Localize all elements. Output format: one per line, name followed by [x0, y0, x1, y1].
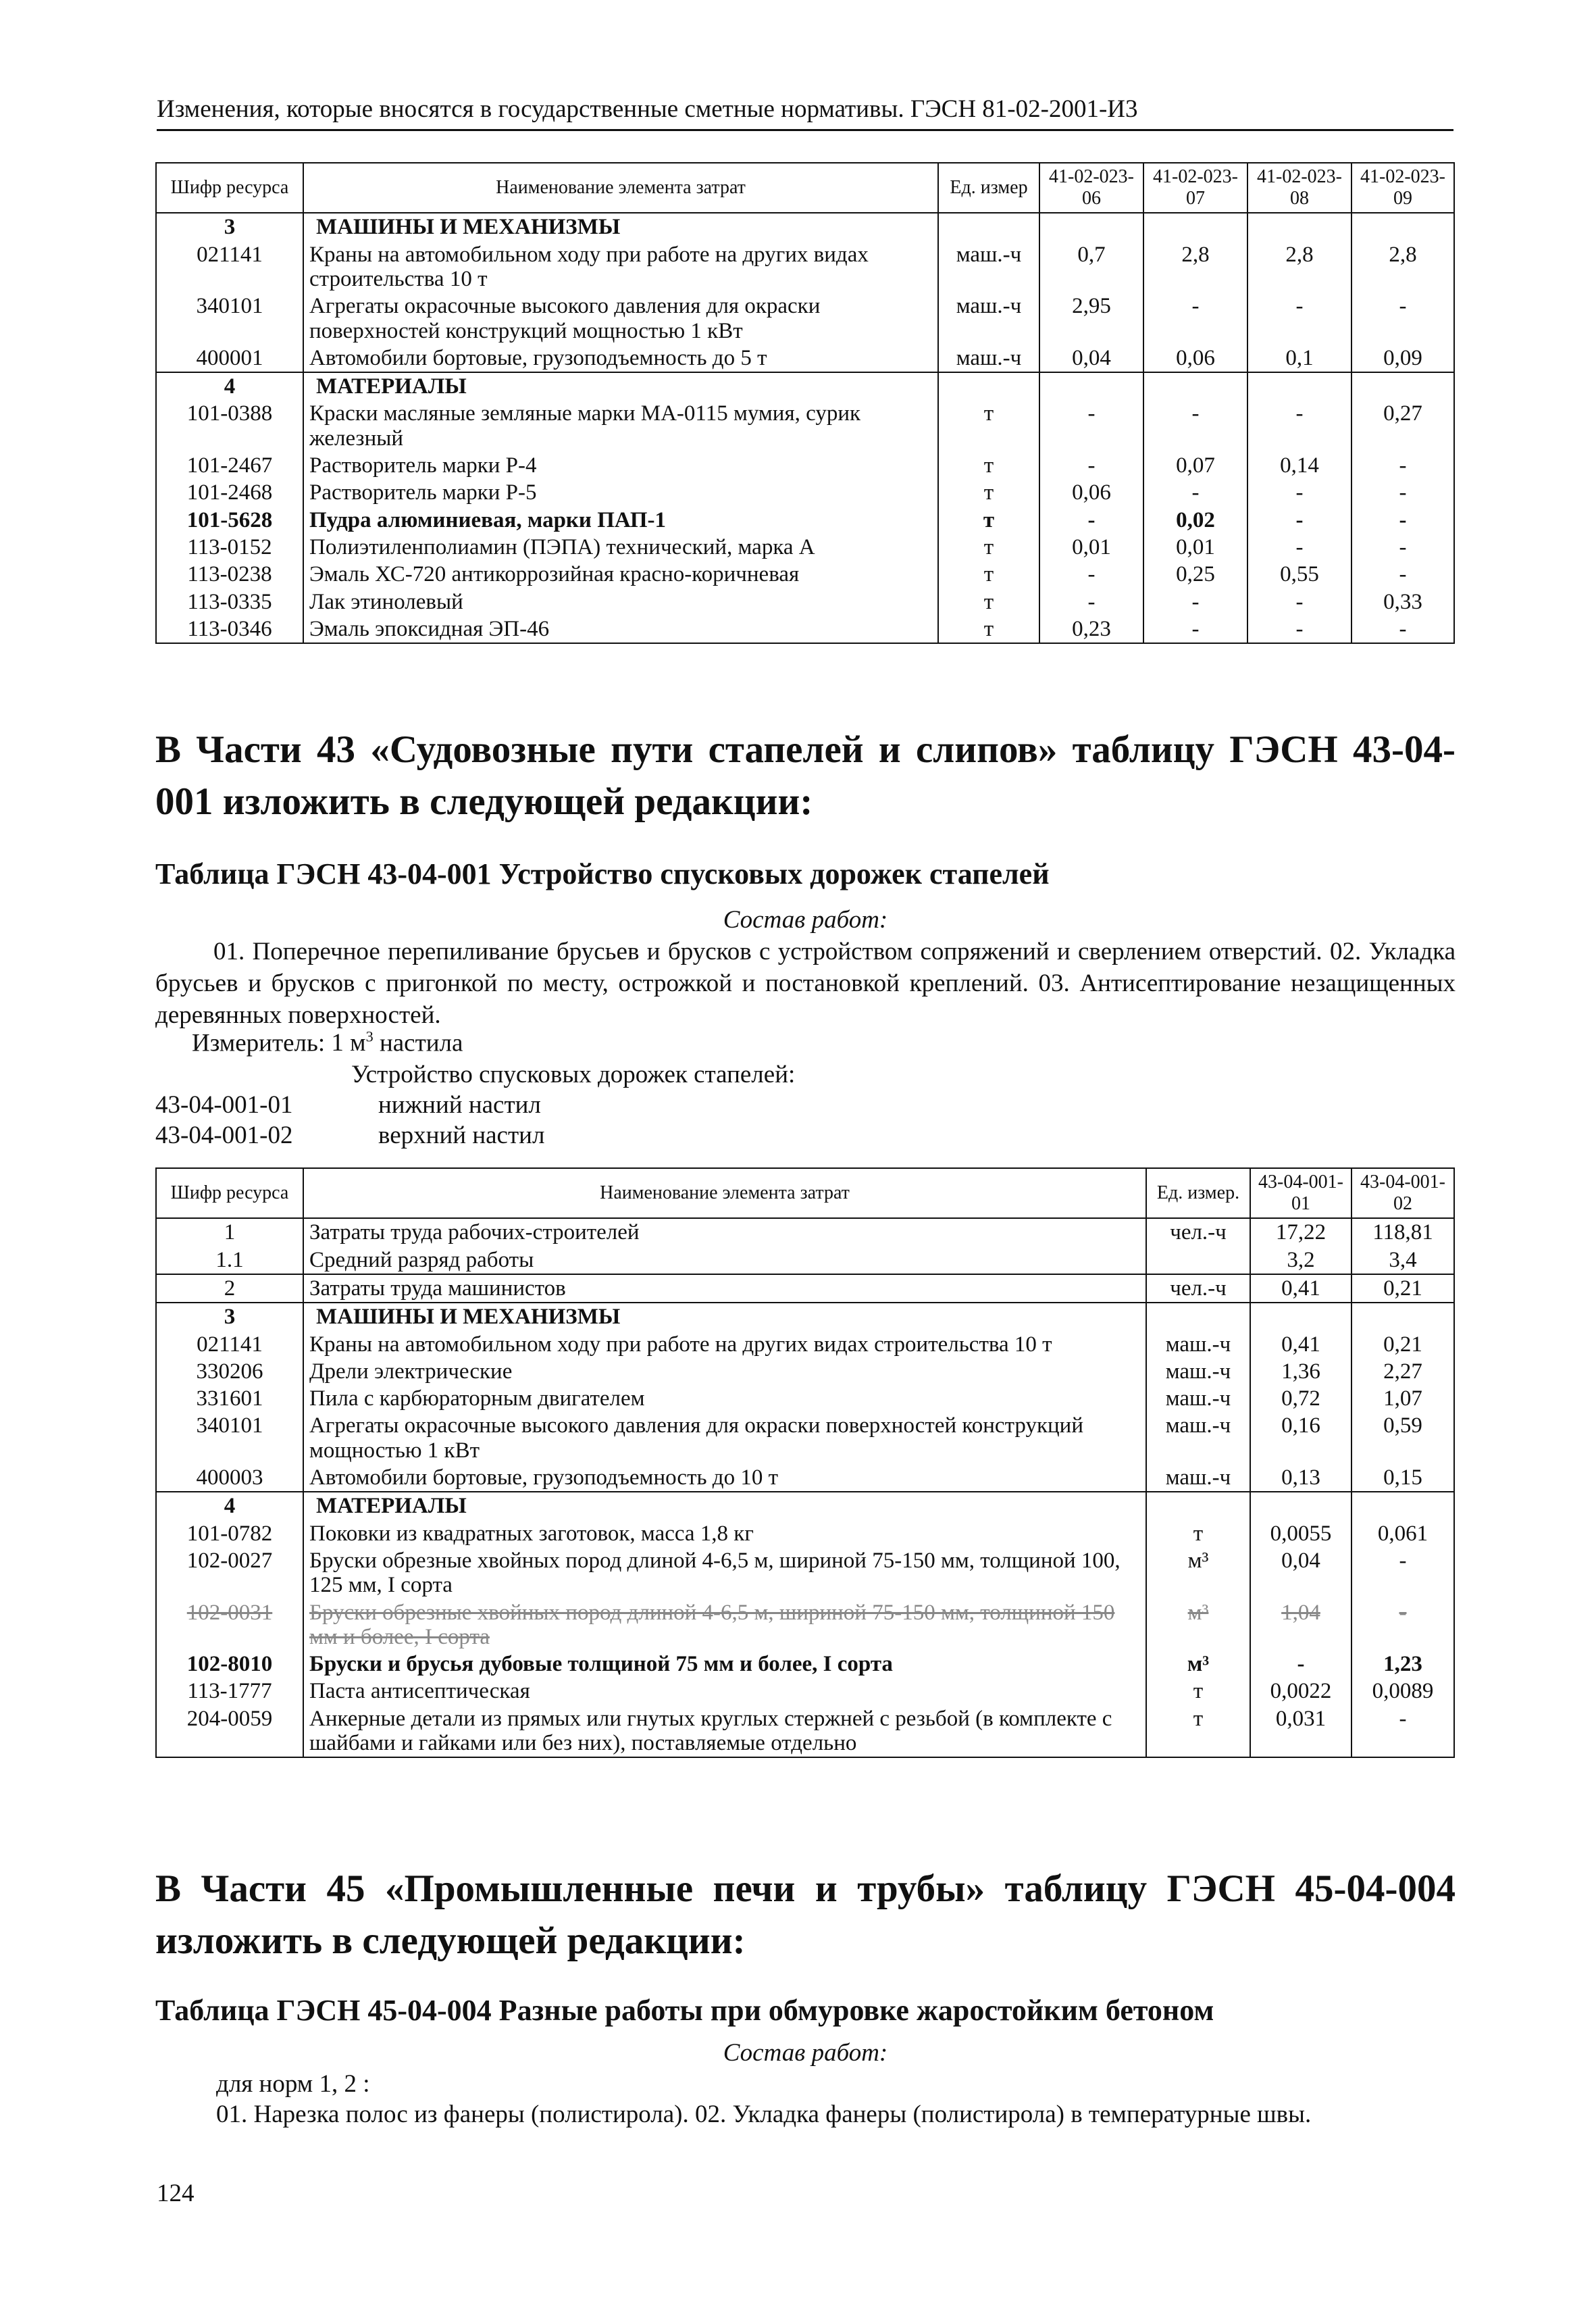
table-row	[156, 1492, 1454, 1519]
norm-name: нижний настил	[378, 1091, 541, 1119]
table-row	[156, 400, 1454, 452]
table-row	[156, 213, 1454, 241]
resource-code: 1.1	[156, 1247, 303, 1274]
table-row	[156, 241, 1454, 293]
value-cell: 0,04	[1250, 1547, 1352, 1599]
value-cell: -	[1250, 1651, 1352, 1678]
resource-code: 101-0388	[156, 400, 303, 452]
table-row	[156, 1274, 1454, 1303]
value-cell: 0,1	[1247, 345, 1352, 372]
work-composition-caption: Состав работ:	[723, 906, 888, 934]
resource-code: 101-0782	[156, 1520, 303, 1547]
cost-element-name: Краны на автомобильном ходу при работе на других видах строительства 10 т	[303, 1331, 1146, 1358]
page-header: Изменения, которые вносятся в государственные сметные нормативы. ГЭСН 81-02-2001-И3	[157, 95, 1453, 131]
resource-code: 101-5628	[156, 507, 303, 534]
table-row	[156, 345, 1454, 372]
value-cell: 1,07	[1352, 1385, 1454, 1412]
value-cell: 0,02	[1143, 507, 1247, 534]
resource-code: 331601	[156, 1385, 303, 1412]
value-cell: -	[1352, 452, 1454, 479]
value-cell	[1143, 213, 1247, 241]
measure-label: Измеритель:	[192, 1029, 326, 1057]
value-cell: 2,27	[1352, 1358, 1454, 1385]
table-row	[156, 1678, 1454, 1705]
unit-cell: т	[938, 479, 1039, 506]
value-cell: -	[1039, 561, 1143, 588]
value-cell: -	[1247, 293, 1352, 345]
unit-cell	[938, 372, 1039, 400]
cost-element-name: Автомобили бортовые, грузоподъемность до 5 т	[303, 345, 938, 372]
measure-line	[192, 1028, 463, 1057]
unit-cell: т	[938, 534, 1039, 561]
unit-cell: маш.-ч	[1146, 1412, 1250, 1464]
table-row	[156, 588, 1454, 615]
unit-cell: т	[938, 561, 1039, 588]
table-row	[156, 293, 1454, 345]
unit-cell: т	[938, 452, 1039, 479]
table-row	[156, 615, 1454, 643]
column-header: Шифр ресурса	[156, 163, 303, 213]
value-cell: 0,01	[1143, 534, 1247, 561]
value-cell: 0,01	[1039, 534, 1143, 561]
cost-element-name: Лак этинолевый	[303, 588, 938, 615]
resource-code: 3	[156, 1303, 303, 1330]
value-cell: 0,14	[1247, 452, 1352, 479]
resource-table-41-02-023	[155, 162, 1455, 644]
value-cell: 0,7	[1039, 241, 1143, 293]
value-cell: 0,09	[1352, 345, 1454, 372]
value-cell: 2,8	[1352, 241, 1454, 293]
cost-element-name: Паста антисептическая	[303, 1678, 1146, 1705]
column-header: 41-02-023-06	[1039, 163, 1143, 213]
cost-element-name: Автомобили бортовые, грузоподъемность до 10 т	[303, 1464, 1146, 1492]
table-row	[156, 1303, 1454, 1330]
table-row	[156, 1705, 1454, 1758]
value-cell: 0,72	[1250, 1385, 1352, 1412]
value-cell: -	[1352, 615, 1454, 643]
norm-code: 43-04-001-02	[155, 1122, 293, 1149]
resource-code: 021141	[156, 1331, 303, 1358]
value-cell	[1247, 372, 1352, 400]
value-cell: 3,4	[1352, 1247, 1454, 1274]
value-cell: 0,21	[1352, 1274, 1454, 1303]
column-header: 43-04-001-01	[1250, 1168, 1352, 1218]
cost-element-name: Растворитель марки Р-5	[303, 479, 938, 506]
unit-cell	[1146, 1303, 1250, 1330]
table-row	[156, 1247, 1454, 1274]
column-header: Ед. измер.	[1146, 1168, 1250, 1218]
resource-code: 021141	[156, 241, 303, 293]
value-cell	[1143, 372, 1247, 400]
unit-cell: т	[938, 507, 1039, 534]
value-cell: 0,07	[1143, 452, 1247, 479]
cost-element-name: Агрегаты окрасочные высокого давления для окраски поверхностей конструкций мощностью 1 кВт	[303, 293, 938, 345]
table-row	[156, 1331, 1454, 1358]
value-cell: 17,22	[1250, 1218, 1352, 1246]
unit-cell: чел.-ч	[1146, 1274, 1250, 1303]
value-cell: 0,23	[1039, 615, 1143, 643]
unit-cell: т	[938, 615, 1039, 643]
resource-code: 4	[156, 1492, 303, 1519]
column-header: 41-02-023-08	[1247, 163, 1352, 213]
measure-value: 1 $м^3$	[331, 1028, 374, 1057]
value-cell	[1352, 1303, 1454, 1330]
value-cell	[1247, 213, 1352, 241]
unit-cell: м³	[1146, 1547, 1250, 1599]
value-cell: -	[1352, 534, 1454, 561]
table-row	[156, 1412, 1454, 1464]
cost-element-name: Растворитель марки Р-4	[303, 452, 938, 479]
value-cell: 1,04	[1250, 1599, 1352, 1651]
unit-cell: маш.-ч	[938, 293, 1039, 345]
value-cell: 3,2	[1250, 1247, 1352, 1274]
value-cell: 0,41	[1250, 1274, 1352, 1303]
cost-element-name: Дрели электрические	[303, 1358, 1146, 1385]
table-row	[156, 1547, 1454, 1599]
value-cell: 0,25	[1143, 561, 1247, 588]
unit-cell	[1146, 1247, 1250, 1274]
value-cell: -	[1039, 400, 1143, 452]
value-cell: -	[1143, 588, 1247, 615]
unit-cell: т	[1146, 1705, 1250, 1758]
table-row	[156, 1651, 1454, 1678]
column-header: Наименование элемента затрат	[303, 163, 938, 213]
norm-name: верхний настил	[378, 1122, 545, 1149]
resource-code: 340101	[156, 1412, 303, 1464]
resource-code: 3	[156, 213, 303, 241]
resource-code: 204-0059	[156, 1705, 303, 1758]
cost-element-name: Бруски обрезные хвойных пород длиной 4-6,5 м, шириной 75-150 мм, толщиной 100, 125 мм, I сорта	[303, 1547, 1146, 1599]
norms-label: для норм 1, 2 :	[216, 2070, 370, 2098]
resource-code: 113-1777	[156, 1678, 303, 1705]
section-45-heading: В Части 45 «Промышленные печи и трубы» таблицу ГЭСН 45-04-004 изложить в следующей редакции:	[155, 1867, 1456, 1962]
cost-element-name: Бруски и брусья дубовые толщиной 75 мм и более, I сорта	[303, 1651, 1146, 1678]
value-cell: 0,06	[1039, 479, 1143, 506]
cost-element-name: Затраты труда рабочих-строителей	[303, 1218, 1146, 1246]
work-composition-text: 01. Нарезка полос из фанеры (полистирола). 02. Укладка фанеры (полистирола) в температурные швы.	[216, 2101, 1312, 2128]
cost-element-name: Эмаль ХС-720 антикоррозийная красно-коричневая	[303, 561, 938, 588]
value-cell: -	[1143, 293, 1247, 345]
resource-code: 1	[156, 1218, 303, 1246]
value-cell: 0,0055	[1250, 1520, 1352, 1547]
value-cell: -	[1039, 452, 1143, 479]
resource-code: 4	[156, 372, 303, 400]
table-row	[156, 1464, 1454, 1492]
value-cell: -	[1352, 1705, 1454, 1758]
resource-code: 113-0238	[156, 561, 303, 588]
table-row	[156, 1520, 1454, 1547]
cost-element-name: МАТЕРИАЛЫ	[303, 1492, 1146, 1519]
table-row	[156, 1218, 1454, 1246]
value-cell: 0,031	[1250, 1705, 1352, 1758]
unit-cell: маш.-ч	[1146, 1464, 1250, 1492]
value-cell: -	[1352, 507, 1454, 534]
value-cell: -	[1143, 479, 1247, 506]
column-header: Ед. измер	[938, 163, 1039, 213]
value-cell: 2,95	[1039, 293, 1143, 345]
value-cell: 0,21	[1352, 1331, 1454, 1358]
table-43-title: Таблица ГЭСН 43-04-001 Устройство спусковых дорожек стапелей	[155, 857, 1050, 890]
column-header: Наименование элемента затрат	[303, 1168, 1146, 1218]
value-cell: -	[1352, 1547, 1454, 1599]
value-cell: 2,8	[1143, 241, 1247, 293]
value-cell: 0,13	[1250, 1464, 1352, 1492]
resource-code: 102-0027	[156, 1547, 303, 1599]
value-cell: -	[1352, 479, 1454, 506]
value-cell: 0,41	[1250, 1331, 1352, 1358]
resource-table-43-04-001	[155, 1167, 1455, 1758]
value-cell: 0,27	[1352, 400, 1454, 452]
cost-element-name: Полиэтиленполиамин (ПЭПА) технический, марка А	[303, 534, 938, 561]
unit-cell: т	[1146, 1678, 1250, 1705]
value-cell	[1039, 372, 1143, 400]
cost-element-name: Бруски обрезные хвойных пород длиной 4-6,5 м, шириной 75-150 мм, толщиной 150 мм и более, I сорта	[303, 1599, 1146, 1651]
cost-element-name: Средний разряд работы	[303, 1247, 1146, 1274]
column-header: Шифр ресурса	[156, 1168, 303, 1218]
value-cell: -	[1143, 400, 1247, 452]
cost-element-name: МАТЕРИАЛЫ	[303, 372, 938, 400]
value-cell: -	[1143, 615, 1247, 643]
cost-element-name: Краны на автомобильном ходу при работе на других видах строительства 10 т	[303, 241, 938, 293]
value-cell: -	[1247, 479, 1352, 506]
cost-element-name: Краски масляные земляные марки МА-0115 мумия, сурик железный	[303, 400, 938, 452]
table-row	[156, 534, 1454, 561]
unit-cell: т	[1146, 1520, 1250, 1547]
resource-code: 113-0152	[156, 534, 303, 561]
value-cell: 2,8	[1247, 241, 1352, 293]
unit-cell: маш.-ч	[938, 345, 1039, 372]
measure-unit: настила	[379, 1029, 463, 1057]
work-composition-caption: Состав работ:	[723, 2039, 888, 2067]
cost-element-name: Затраты труда машинистов	[303, 1274, 1146, 1303]
unit-cell: маш.-ч	[938, 241, 1039, 293]
table-row	[156, 1385, 1454, 1412]
table-row	[156, 1599, 1454, 1651]
column-header: 41-02-023-09	[1352, 163, 1454, 213]
value-cell: 0,061	[1352, 1520, 1454, 1547]
page-number: 124	[157, 2180, 195, 2207]
device-title: Устройство спусковых дорожек стапелей:	[351, 1061, 796, 1088]
value-cell: 0,16	[1250, 1412, 1352, 1464]
unit-cell: маш.-ч	[1146, 1331, 1250, 1358]
table-row	[156, 507, 1454, 534]
value-cell: -	[1247, 615, 1352, 643]
cost-element-name: Поковки из квадратных заготовок, масса 1,8 кг	[303, 1520, 1146, 1547]
value-cell: 0,55	[1247, 561, 1352, 588]
table-row	[156, 479, 1454, 506]
value-cell: -	[1352, 561, 1454, 588]
value-cell: -	[1039, 588, 1143, 615]
value-cell	[1352, 1492, 1454, 1519]
resource-code: 400003	[156, 1464, 303, 1492]
resource-code: 113-0346	[156, 615, 303, 643]
cost-element-name: МАШИНЫ И МЕХАНИЗМЫ	[303, 213, 938, 241]
resource-code: 102-8010	[156, 1651, 303, 1678]
column-header: 41-02-023-07	[1143, 163, 1247, 213]
cost-element-name: Эмаль эпоксидная ЭП-46	[303, 615, 938, 643]
table-row	[156, 561, 1454, 588]
value-cell: 0,33	[1352, 588, 1454, 615]
column-header: 43-04-001-02	[1352, 1168, 1454, 1218]
unit-cell: маш.-ч	[1146, 1358, 1250, 1385]
norm-code: 43-04-001-01	[155, 1091, 293, 1119]
value-cell	[1352, 372, 1454, 400]
value-cell: 0,0022	[1250, 1678, 1352, 1705]
value-cell	[1250, 1492, 1352, 1519]
resource-code: 400001	[156, 345, 303, 372]
unit-cell: м³	[1146, 1599, 1250, 1651]
value-cell: -	[1039, 507, 1143, 534]
value-cell: -	[1247, 534, 1352, 561]
resource-code: 113-0335	[156, 588, 303, 615]
unit-cell	[1146, 1492, 1250, 1519]
cost-element-name: Агрегаты окрасочные высокого давления для окраски поверхностей конструкций мощностью 1 кВт	[303, 1412, 1146, 1464]
value-cell: -	[1247, 507, 1352, 534]
value-cell: 0,06	[1143, 345, 1247, 372]
cost-element-name: МАШИНЫ И МЕХАНИЗМЫ	[303, 1303, 1146, 1330]
resource-code: 101-2467	[156, 452, 303, 479]
value-cell: 0,0089	[1352, 1678, 1454, 1705]
resource-code: 340101	[156, 293, 303, 345]
unit-cell: маш.-ч	[1146, 1385, 1250, 1412]
resource-code: 330206	[156, 1358, 303, 1385]
value-cell: -	[1247, 400, 1352, 452]
resource-code: 101-2468	[156, 479, 303, 506]
cost-element-name: Пудра алюминиевая, марки ПАП-1	[303, 507, 938, 534]
unit-cell: чел.-ч	[1146, 1218, 1250, 1246]
value-cell: 0,59	[1352, 1412, 1454, 1464]
table-45-title: Таблица ГЭСН 45-04-004 Разные работы при обмуровке жаростойким бетоном	[155, 1994, 1214, 2027]
work-composition-text: 01. Поперечное перепиливание брусьев и брусков с устройством сопряжений и сверлением отверстий. 02. Укладка брусьев и брусков с пригонкой по месту, острожкой и постановкой креплений. 03. Антисептирование незащищенных деревянных поверхностей.	[155, 938, 1456, 1029]
value-cell: 1,23	[1352, 1651, 1454, 1678]
table-row	[156, 372, 1454, 400]
value-cell: 1,36	[1250, 1358, 1352, 1385]
value-cell	[1039, 213, 1143, 241]
unit-cell: м³	[1146, 1651, 1250, 1678]
unit-cell: т	[938, 588, 1039, 615]
resource-code: 2	[156, 1274, 303, 1303]
cost-element-name: Пила с карбюраторным двигателем	[303, 1385, 1146, 1412]
value-cell: -	[1352, 1599, 1454, 1651]
value-cell: 118,81	[1352, 1218, 1454, 1246]
value-cell	[1250, 1303, 1352, 1330]
resource-code: 102-0031	[156, 1599, 303, 1651]
table-row	[156, 452, 1454, 479]
value-cell	[1352, 213, 1454, 241]
unit-cell: т	[938, 400, 1039, 452]
section-43-heading: В Части 43 «Судовозные пути стапелей и слипов» таблицу ГЭСН 43-04-001 изложить в следующей редакции:	[155, 728, 1456, 823]
value-cell: -	[1247, 588, 1352, 615]
value-cell: -	[1352, 293, 1454, 345]
value-cell: 0,15	[1352, 1464, 1454, 1492]
cost-element-name: Анкерные детали из прямых или гнутых круглых стержней с резьбой (в комплекте с шайбами и гайками или без них), поставляемые отдельно	[303, 1705, 1146, 1758]
value-cell: 0,04	[1039, 345, 1143, 372]
unit-cell	[938, 213, 1039, 241]
table-row	[156, 1358, 1454, 1385]
